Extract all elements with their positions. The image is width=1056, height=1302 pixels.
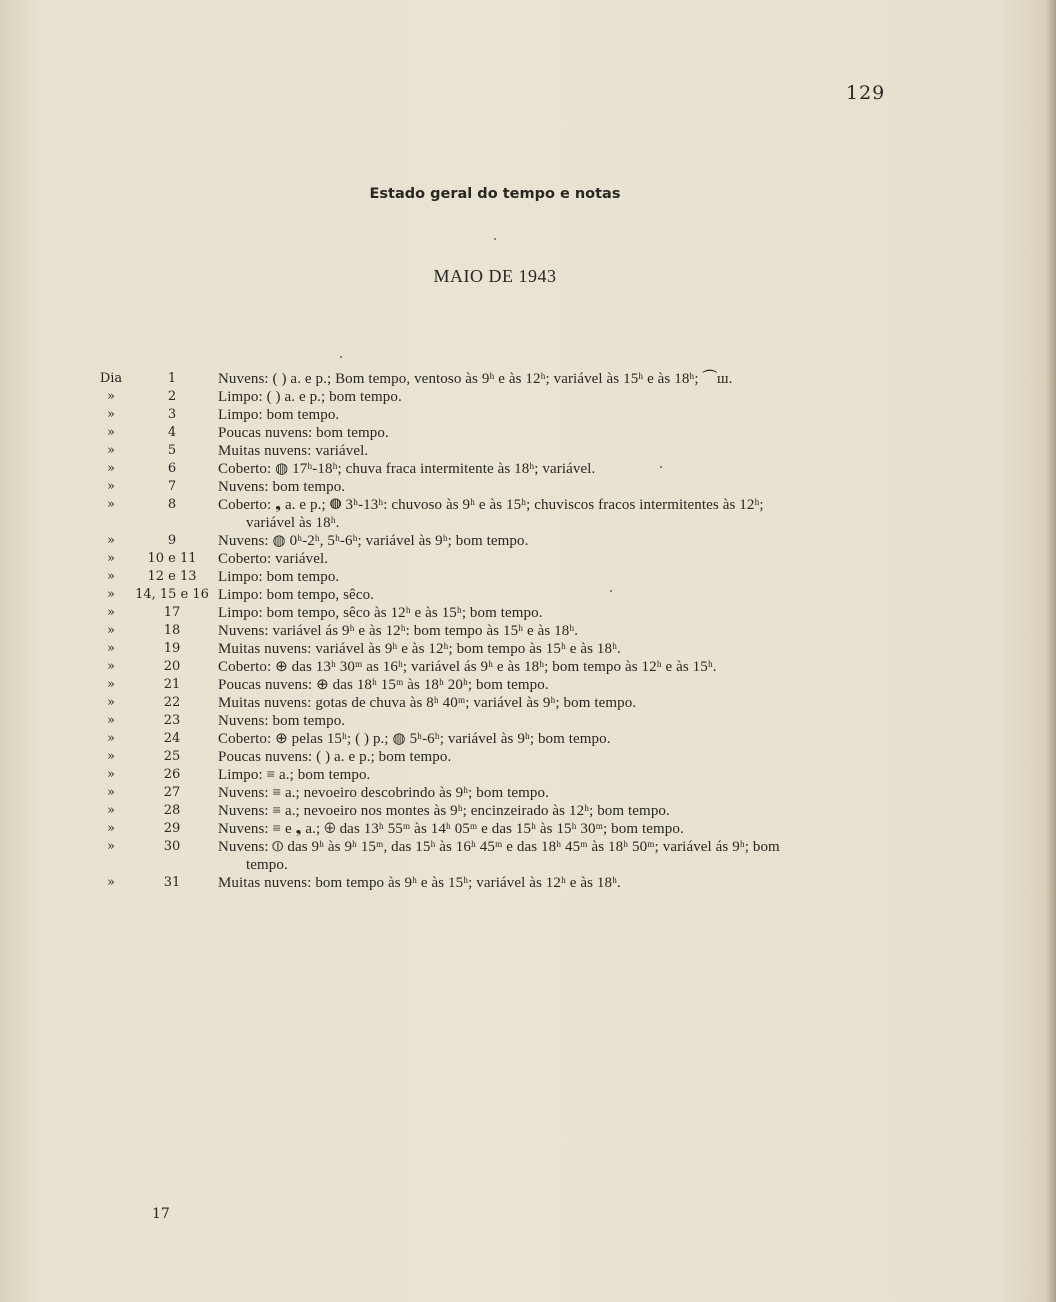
day-entry-row bbox=[0, 712, 1056, 730]
row-label: » bbox=[107, 641, 115, 656]
row-day-number: 9 bbox=[167, 533, 177, 548]
row-day-number: 25 bbox=[163, 749, 181, 764]
row-weather-note bbox=[218, 622, 878, 640]
day-entry-row bbox=[0, 478, 1056, 496]
row-label: » bbox=[107, 749, 115, 764]
day-entry-row bbox=[0, 370, 1056, 388]
row-note-text: Nuvens: ≡ a.; nevoeiro descobrindo às 9ʰ; bom tempo. bbox=[218, 785, 549, 801]
day-entry-row bbox=[0, 802, 1056, 820]
day-entry-row bbox=[0, 388, 1056, 406]
day-entry-row bbox=[0, 838, 1056, 874]
day-entry-row bbox=[0, 460, 1056, 478]
day-entry-row bbox=[0, 748, 1056, 766]
row-day-number: 4 bbox=[167, 425, 177, 440]
row-label: » bbox=[107, 479, 115, 494]
row-note-text: Nuvens: ◍ 0ʰ-2ʰ, 5ʰ-6ʰ; variável às 9ʰ; bom tempo. bbox=[218, 533, 529, 549]
row-weather-note bbox=[218, 604, 878, 622]
row-weather-note bbox=[218, 838, 878, 874]
row-day-number: 12 e 13 bbox=[147, 569, 197, 584]
row-label: » bbox=[107, 677, 115, 692]
day-entry-row bbox=[0, 424, 1056, 442]
row-note-text: Nuvens: ≡ a.; nevoeiro nos montes às 9ʰ; encinzeirado às 12ʰ; bom tempo. bbox=[218, 803, 670, 819]
row-label: » bbox=[107, 443, 115, 458]
day-entry-row bbox=[0, 730, 1056, 748]
row-day-number: 14, 15 e 16 bbox=[135, 587, 209, 602]
day-entry-row bbox=[0, 766, 1056, 784]
row-label: » bbox=[107, 785, 115, 800]
row-day-number: 24 bbox=[163, 731, 181, 746]
row-label: » bbox=[107, 569, 115, 584]
row-note-continuation: variável às 18ʰ. bbox=[246, 515, 340, 531]
row-label: Dia bbox=[99, 371, 123, 386]
row-day-number: 26 bbox=[163, 767, 181, 782]
row-day-number: 28 bbox=[163, 803, 181, 818]
day-entry-row bbox=[0, 586, 1056, 604]
day-entry-row bbox=[0, 406, 1056, 424]
day-entry-row bbox=[0, 496, 1056, 532]
row-label: » bbox=[107, 389, 115, 404]
row-day-number: 31 bbox=[163, 875, 181, 890]
row-note-text: Limpo: ≡ a.; bom tempo. bbox=[218, 767, 371, 783]
row-day-number: 22 bbox=[163, 695, 181, 710]
row-label: » bbox=[107, 713, 115, 728]
row-label: » bbox=[107, 497, 115, 512]
day-entry-row bbox=[0, 694, 1056, 712]
row-label: » bbox=[107, 587, 115, 602]
row-note-text: Limpo: ( ) a. e p.; bom tempo. bbox=[218, 389, 402, 405]
row-note-text: Coberto: variável. bbox=[218, 551, 329, 567]
row-day-number: 27 bbox=[163, 785, 181, 800]
paper-speck bbox=[340, 356, 342, 358]
row-weather-note bbox=[218, 586, 878, 604]
row-label: » bbox=[107, 767, 115, 782]
day-entry-row bbox=[0, 676, 1056, 694]
row-day-number: 29 bbox=[163, 821, 181, 836]
row-weather-note bbox=[218, 766, 878, 784]
day-entry-row bbox=[0, 622, 1056, 640]
row-weather-note bbox=[218, 496, 878, 532]
row-note-text: Poucas nuvens: bom tempo. bbox=[218, 425, 389, 441]
row-weather-note bbox=[218, 784, 878, 802]
row-label: » bbox=[107, 551, 115, 566]
row-label: » bbox=[107, 407, 115, 422]
row-weather-note bbox=[218, 712, 878, 730]
row-note-text: Limpo: bom tempo. bbox=[218, 569, 340, 585]
day-entry-row bbox=[0, 442, 1056, 460]
signature-number: 17 bbox=[152, 1206, 170, 1222]
row-note-text: Nuvens: variável ás 9ʰ e às 12ʰ: bom tempo às 15ʰ e às 18ʰ. bbox=[218, 623, 579, 639]
row-weather-note bbox=[218, 820, 878, 838]
row-day-number: 2 bbox=[167, 389, 177, 404]
weather-notes-list bbox=[0, 370, 1056, 892]
day-entry-row bbox=[0, 568, 1056, 586]
row-weather-note bbox=[218, 874, 878, 892]
paper-speck bbox=[610, 590, 612, 592]
page-number: 129 bbox=[846, 82, 886, 104]
row-weather-note bbox=[218, 568, 878, 586]
row-weather-note bbox=[218, 406, 878, 424]
row-note-continuation: tempo. bbox=[246, 857, 288, 873]
row-day-number: 10 e 11 bbox=[147, 551, 197, 566]
row-note-text: Limpo: bom tempo, sêco. bbox=[218, 587, 375, 603]
row-weather-note bbox=[218, 730, 878, 748]
row-label: » bbox=[107, 533, 115, 548]
day-entry-row bbox=[0, 604, 1056, 622]
row-weather-note bbox=[218, 658, 878, 676]
row-label: » bbox=[107, 659, 115, 674]
row-label: » bbox=[107, 875, 115, 890]
row-note-text: Muitas nuvens: gotas de chuva às 8ʰ 40ᵐ; variável às 9ʰ; bom tempo. bbox=[218, 695, 637, 711]
row-day-number: 3 bbox=[167, 407, 177, 422]
row-weather-note bbox=[218, 748, 878, 766]
day-entry-row bbox=[0, 532, 1056, 550]
row-day-number: 8 bbox=[167, 497, 177, 512]
row-note-text: Muitas nuvens: bom tempo às 9ʰ e às 15ʰ; variável às 12ʰ e às 18ʰ. bbox=[218, 875, 621, 891]
paper-speck bbox=[494, 238, 496, 240]
row-weather-note bbox=[218, 802, 878, 820]
row-day-number: 30 bbox=[163, 839, 181, 854]
row-weather-note bbox=[218, 460, 878, 478]
row-note-text: Muitas nuvens: variável às 9ʰ e às 12ʰ; bom tempo às 15ʰ e às 18ʰ. bbox=[218, 641, 621, 657]
row-label: » bbox=[107, 623, 115, 638]
row-label: » bbox=[107, 821, 115, 836]
row-note-text: Nuvens: bom tempo. bbox=[218, 479, 346, 495]
row-note-text: Nuvens: ( ) a. e p.; Bom tempo, ventoso às 9ʰ e às 12ʰ; variável às 15ʰ e às 18ʰ; ⏜ш. bbox=[218, 371, 733, 387]
row-note-text: Limpo: bom tempo, sêco às 12ʰ e às 15ʰ; bom tempo. bbox=[218, 605, 543, 621]
row-weather-note bbox=[218, 640, 878, 658]
row-label: » bbox=[107, 425, 115, 440]
row-label: » bbox=[107, 803, 115, 818]
row-note-text: Nuvens: ⦶ das 9ʰ às 9ʰ 15ᵐ, das 15ʰ às 16ʰ 45ᵐ e das 18ʰ 45ᵐ às 18ʰ 50ᵐ; variável ás 9ʰ; bom bbox=[218, 839, 780, 855]
row-note-text: Coberto: ⊕ pelas 15ʰ; ( ) p.; ◍ 5ʰ-6ʰ; variável às 9ʰ; bom tempo. bbox=[218, 731, 611, 747]
row-weather-note bbox=[218, 388, 878, 406]
row-day-number: 17 bbox=[163, 605, 181, 620]
row-day-number: 7 bbox=[167, 479, 177, 494]
row-note-text: Poucas nuvens: ( ) a. e p.; bom tempo. bbox=[218, 749, 452, 765]
row-label: » bbox=[107, 605, 115, 620]
row-weather-note bbox=[218, 442, 878, 460]
row-day-number: 21 bbox=[163, 677, 181, 692]
row-day-number: 6 bbox=[167, 461, 177, 476]
row-day-number: 18 bbox=[163, 623, 181, 638]
row-weather-note bbox=[218, 532, 878, 550]
row-day-number: 19 bbox=[163, 641, 181, 656]
row-note-text: Coberto: ◍ 17ʰ-18ʰ; chuva fraca intermitente às 18ʰ; variável. bbox=[218, 461, 596, 477]
row-label: » bbox=[107, 731, 115, 746]
row-day-number: 1 bbox=[167, 371, 177, 386]
row-day-number: 23 bbox=[163, 713, 181, 728]
row-note-text: Coberto: ❟ a. e p.; ◍ 3ʰ-13ʰ: chuvoso às 9ʰ e às 15ʰ; chuviscos fracos intermitentes às 12ʰ; bbox=[218, 497, 764, 513]
month-title: MAIO DE 1943 bbox=[433, 266, 557, 286]
row-note-text: Nuvens: ≡ e ❟ a.; ⊕ das 13ʰ 55ᵐ às 14ʰ 05ᵐ e das 15ʰ às 15ʰ 30ᵐ; bom tempo. bbox=[218, 821, 684, 837]
row-weather-note bbox=[218, 676, 878, 694]
row-note-text: Coberto: ⊕ das 13ʰ 30ᵐ as 16ʰ; variável ás 9ʰ e às 18ʰ; bom tempo às 12ʰ e às 15ʰ. bbox=[218, 659, 717, 675]
day-entry-row bbox=[0, 820, 1056, 838]
day-entry-row bbox=[0, 550, 1056, 568]
row-note-text: Nuvens: bom tempo. bbox=[218, 713, 346, 729]
row-label: » bbox=[107, 839, 115, 854]
day-entry-row bbox=[0, 658, 1056, 676]
row-label: » bbox=[107, 695, 115, 710]
day-entry-row bbox=[0, 640, 1056, 658]
paper-speck bbox=[660, 466, 662, 468]
page-heading: Estado geral do tempo e notas bbox=[369, 186, 621, 202]
day-entry-row bbox=[0, 874, 1056, 892]
row-note-text: Limpo: bom tempo. bbox=[218, 407, 340, 423]
day-entry-row bbox=[0, 784, 1056, 802]
row-weather-note bbox=[218, 424, 878, 442]
row-weather-note bbox=[218, 478, 878, 496]
row-label: » bbox=[107, 461, 115, 476]
row-note-text: Poucas nuvens: ⊕ das 18ʰ 15ᵐ às 18ʰ 20ʰ; bom tempo. bbox=[218, 677, 549, 693]
row-note-text: Muitas nuvens: variável. bbox=[218, 443, 369, 459]
row-day-number: 5 bbox=[167, 443, 177, 458]
row-day-number: 20 bbox=[163, 659, 181, 674]
row-weather-note bbox=[218, 550, 878, 568]
row-weather-note bbox=[218, 370, 878, 388]
row-weather-note bbox=[218, 694, 878, 712]
